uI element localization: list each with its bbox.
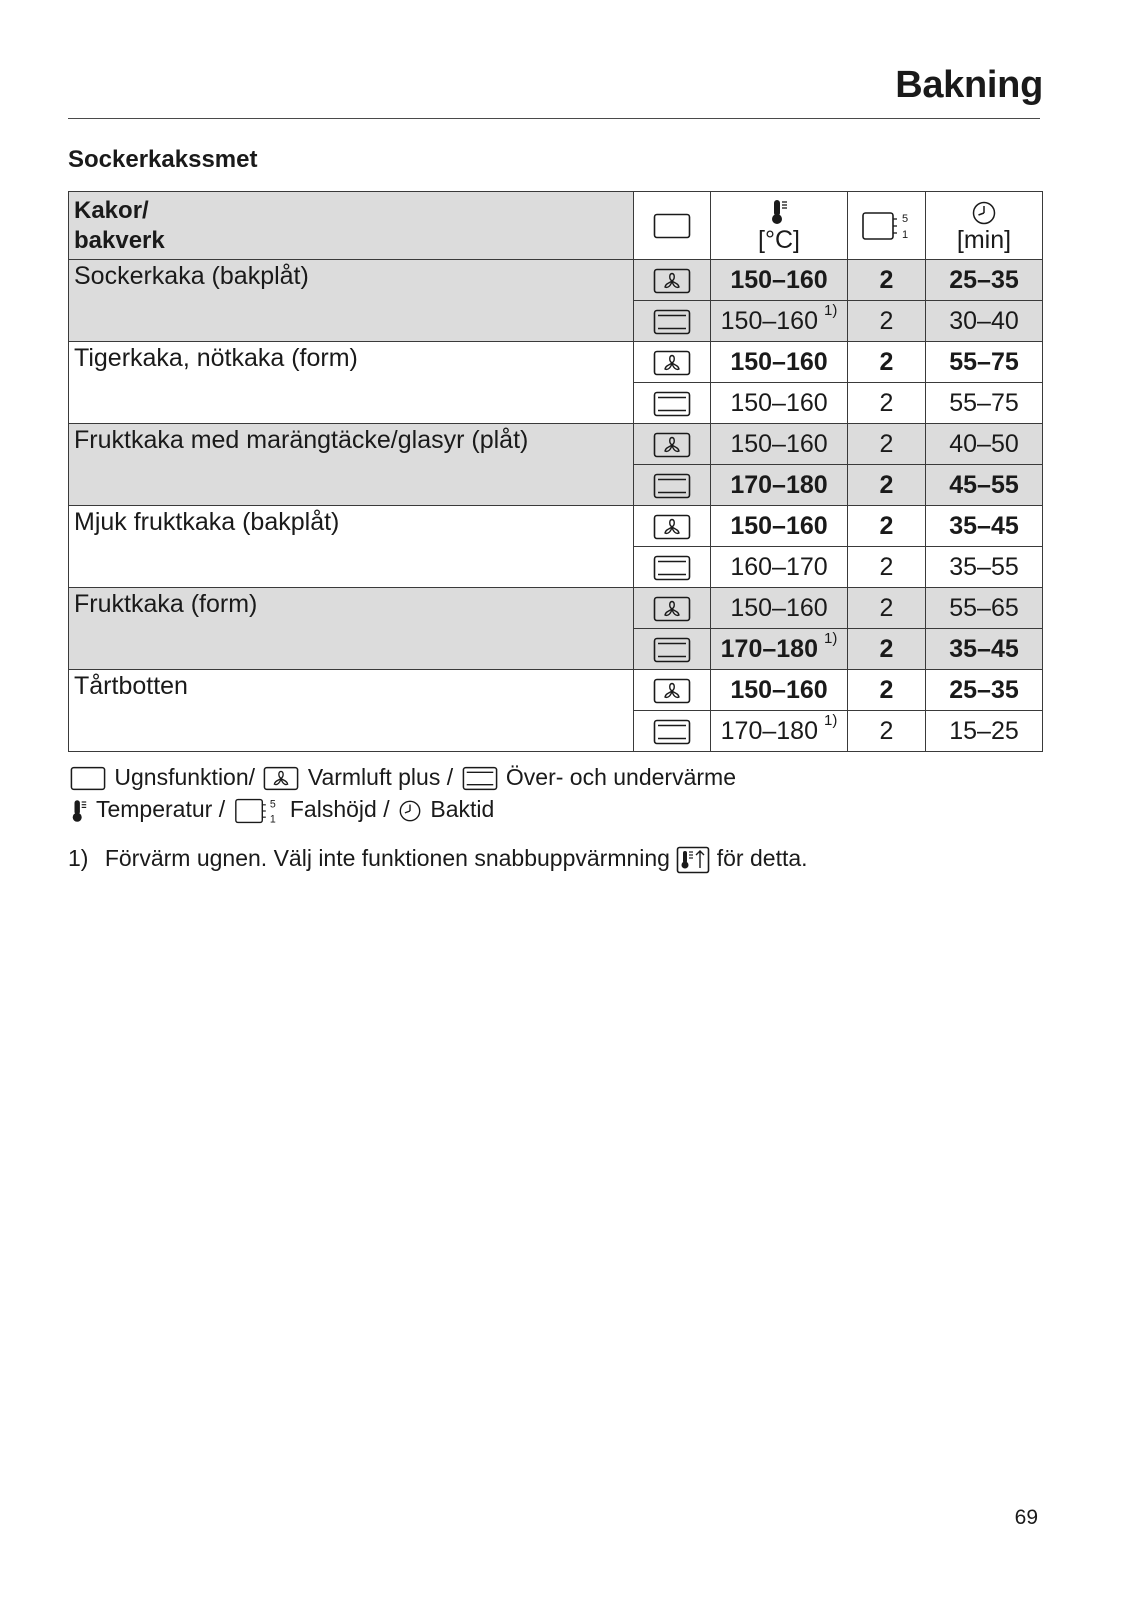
cake-name: Tigerkaka, nötkaka (form) bbox=[69, 342, 634, 424]
legend-temperature: Temperatur / bbox=[95, 796, 226, 823]
shelf-value: 2 bbox=[848, 465, 926, 506]
legend-line-1 bbox=[68, 764, 736, 791]
temperature-value: 150–160 bbox=[730, 265, 828, 294]
fan-icon bbox=[261, 764, 301, 790]
oven-top-bottom-icon bbox=[634, 383, 711, 424]
temperature-unit: [°C] bbox=[758, 226, 800, 255]
temperature-value: 150–160 bbox=[720, 306, 818, 335]
temperature-cell bbox=[711, 711, 848, 752]
shelf-value: 2 bbox=[848, 588, 926, 629]
temperature-value: 150–160 bbox=[730, 388, 828, 417]
temperature-value: 170–180 bbox=[720, 634, 818, 663]
oven-top-bottom-icon bbox=[634, 547, 711, 588]
page-title: Bakning bbox=[895, 64, 1043, 106]
time-value: 25–35 bbox=[926, 670, 1043, 711]
oven-top-bottom-icon bbox=[634, 465, 711, 506]
oven-top-bottom-icon bbox=[634, 301, 711, 342]
cake-name: Fruktkaka med marängtäcke/glasyr (plåt) bbox=[69, 424, 634, 506]
cake-name: Sockerkaka (bakplåt) bbox=[69, 260, 634, 342]
cake-name: Mjuk fruktkaka (bakplåt) bbox=[69, 506, 634, 588]
legend-shelf: Falshöjd / bbox=[289, 796, 390, 823]
legend-oven-function: Ugnsfunktion/ bbox=[114, 764, 256, 790]
table-row bbox=[69, 342, 1043, 383]
time-value: 55–65 bbox=[926, 588, 1043, 629]
shelf-value: 2 bbox=[848, 342, 926, 383]
shelf-value: 2 bbox=[848, 383, 926, 424]
fan-icon bbox=[634, 424, 711, 465]
page-number: 69 bbox=[1014, 1506, 1038, 1529]
temperature-cell bbox=[711, 383, 848, 424]
table-row bbox=[69, 588, 1043, 629]
temperature-cell bbox=[711, 670, 848, 711]
thermometer-icon bbox=[769, 197, 789, 226]
table-row bbox=[69, 260, 1043, 301]
time-value: 40–50 bbox=[926, 424, 1043, 465]
time-value: 30–40 bbox=[926, 301, 1043, 342]
baking-table bbox=[68, 191, 1043, 752]
time-value: 35–45 bbox=[926, 629, 1043, 670]
svg-text:1: 1 bbox=[901, 228, 908, 241]
shelf-level-icon bbox=[861, 210, 913, 241]
shelf-value: 2 bbox=[848, 424, 926, 465]
fan-icon bbox=[634, 588, 711, 629]
temperature-value: 160–170 bbox=[730, 552, 828, 581]
column-header-function bbox=[634, 192, 711, 260]
time-value: 55–75 bbox=[926, 383, 1043, 424]
section-title: Sockerkakssmet bbox=[68, 146, 258, 173]
time-value: 35–45 bbox=[926, 506, 1043, 547]
temperature-cell bbox=[711, 629, 848, 670]
temperature-cell bbox=[711, 547, 848, 588]
legend-line-2 bbox=[68, 796, 494, 826]
shelf-value: 2 bbox=[848, 547, 926, 588]
fan-icon bbox=[634, 670, 711, 711]
temperature-value: 150–160 bbox=[730, 675, 828, 704]
column-header-shelf bbox=[848, 192, 926, 260]
temperature-cell bbox=[711, 506, 848, 547]
fan-icon bbox=[634, 342, 711, 383]
oven-function-icon bbox=[653, 211, 691, 239]
temperature-cell bbox=[711, 260, 848, 301]
shelf-value: 2 bbox=[848, 301, 926, 342]
table-row bbox=[69, 506, 1043, 547]
svg-text:1: 1 bbox=[270, 813, 277, 826]
time-unit: [min] bbox=[956, 225, 1012, 254]
table-row bbox=[69, 424, 1043, 465]
oven-top-bottom-icon bbox=[634, 711, 711, 752]
temperature-cell bbox=[711, 588, 848, 629]
shelf-value: 2 bbox=[848, 670, 926, 711]
column-header-temperature bbox=[711, 192, 848, 260]
footnote-number: 1) bbox=[68, 845, 89, 871]
title-divider bbox=[68, 118, 1040, 119]
cake-name: Fruktkaka (form) bbox=[69, 588, 634, 670]
temperature-cell bbox=[711, 465, 848, 506]
oven-top-bottom-icon bbox=[460, 764, 500, 790]
thermometer-icon bbox=[68, 796, 90, 822]
shelf-value: 2 bbox=[848, 260, 926, 301]
table-row bbox=[69, 670, 1043, 711]
fan-icon bbox=[634, 260, 711, 301]
legend-top-bottom: Över- och undervärme bbox=[505, 764, 736, 790]
temperature-value: 150–160 bbox=[730, 511, 828, 540]
legend-fan-plus: Varmluft plus / bbox=[307, 764, 454, 790]
temperature-value: 170–180 bbox=[720, 716, 818, 745]
oven-function-icon bbox=[68, 764, 108, 790]
clock-icon bbox=[971, 197, 997, 225]
temperature-cell bbox=[711, 424, 848, 465]
time-value: 15–25 bbox=[926, 711, 1043, 752]
temperature-value: 150–160 bbox=[730, 429, 828, 458]
temperature-cell bbox=[711, 342, 848, 383]
footnote-marker: 1) bbox=[823, 630, 838, 648]
shelf-value: 2 bbox=[848, 711, 926, 752]
shelf-level-icon bbox=[231, 796, 283, 826]
clock-icon bbox=[396, 796, 424, 822]
footnote-marker: 1) bbox=[823, 712, 838, 730]
header-cake-line2: bakverk bbox=[74, 227, 165, 254]
header-cake-line1: Kakor/ bbox=[74, 197, 149, 224]
footnote bbox=[68, 845, 808, 874]
column-header-time bbox=[926, 192, 1043, 260]
temperature-value: 150–160 bbox=[730, 347, 828, 376]
time-value: 45–55 bbox=[926, 465, 1043, 506]
legend-baking-time: Baktid bbox=[430, 796, 495, 823]
footnote-text-before: Förvärm ugnen. Välj inte funktionen snabbuppvärmning bbox=[104, 845, 670, 871]
svg-text:5: 5 bbox=[901, 212, 908, 225]
shelf-value: 2 bbox=[848, 506, 926, 547]
temperature-cell bbox=[711, 301, 848, 342]
cake-name: Tårtbotten bbox=[69, 670, 634, 752]
temperature-value: 150–160 bbox=[730, 593, 828, 622]
fan-icon bbox=[634, 506, 711, 547]
time-value: 55–75 bbox=[926, 342, 1043, 383]
footnote-text-after: för detta. bbox=[716, 845, 808, 871]
rapid-heat-icon bbox=[676, 845, 710, 871]
time-value: 35–55 bbox=[926, 547, 1043, 588]
shelf-value: 2 bbox=[848, 629, 926, 670]
temperature-value: 170–180 bbox=[730, 470, 828, 499]
oven-top-bottom-icon bbox=[634, 629, 711, 670]
footnote-marker: 1) bbox=[823, 302, 838, 320]
time-value: 25–35 bbox=[926, 260, 1043, 301]
svg-text:5: 5 bbox=[270, 798, 277, 811]
column-header-cakes bbox=[69, 192, 634, 260]
